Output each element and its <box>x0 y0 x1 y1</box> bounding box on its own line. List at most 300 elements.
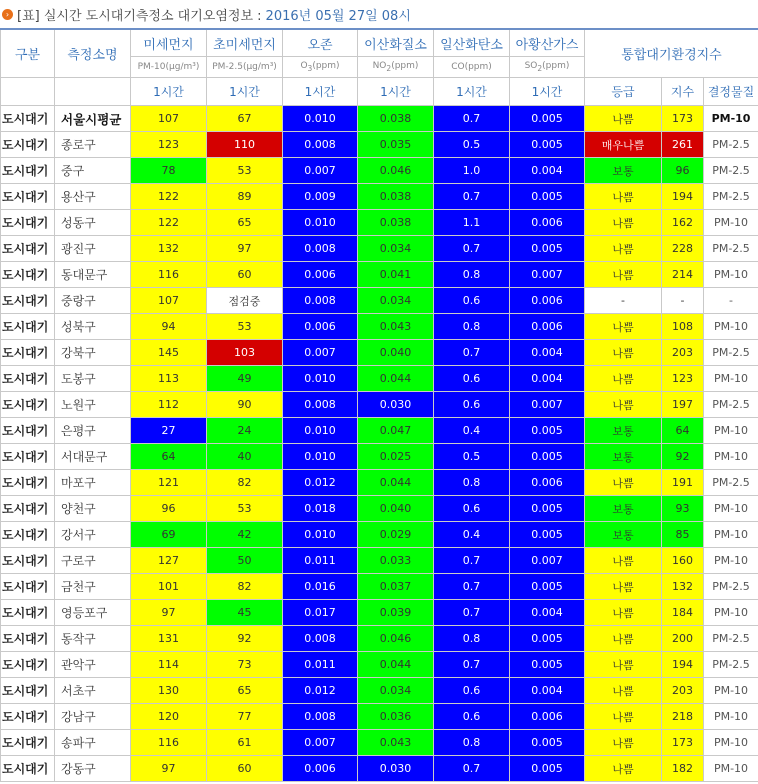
cell-cai-index: 123 <box>662 366 704 392</box>
cell-no2: 0.046 <box>358 626 434 652</box>
cell-pm10: 114 <box>131 652 207 678</box>
cell-cai-grade: 나쁨 <box>585 652 662 678</box>
cell-determinant: PM-2.5 <box>704 158 758 184</box>
cell-cai-index: 214 <box>662 262 704 288</box>
table-row <box>1 548 758 574</box>
cell-cai-grade: 나쁨 <box>585 314 662 340</box>
cell-so2: 0.005 <box>510 106 585 132</box>
cell-station-name: 용산구 <box>55 184 131 210</box>
cell-category: 도시대기 <box>1 496 55 522</box>
cell-determinant: PM-10 <box>704 704 758 730</box>
cell-category: 도시대기 <box>1 704 55 730</box>
cell-determinant: PM-2.5 <box>704 470 758 496</box>
cell-no2: 0.038 <box>358 210 434 236</box>
header-category: 구분 <box>1 29 55 78</box>
cell-cai-grade: 나쁨 <box>585 392 662 418</box>
cell-pm25: 53 <box>207 158 283 184</box>
cell-station-name: 서대문구 <box>55 444 131 470</box>
cell-pm10: 120 <box>131 704 207 730</box>
cell-co: 0.7 <box>434 236 510 262</box>
cell-so2: 0.005 <box>510 574 585 600</box>
unit-pm10: PM-10(μg/m³) <box>131 57 207 78</box>
cell-category: 도시대기 <box>1 392 55 418</box>
cell-cai-index: 93 <box>662 496 704 522</box>
cell-co: 0.6 <box>434 288 510 314</box>
cell-cai-index: 162 <box>662 210 704 236</box>
cell-so2: 0.005 <box>510 626 585 652</box>
cell-o3: 0.017 <box>283 600 358 626</box>
cell-pm25: 73 <box>207 652 283 678</box>
cell-co: 0.4 <box>434 522 510 548</box>
cell-so2: 0.005 <box>510 496 585 522</box>
header-co: 일산화탄소 <box>434 29 510 57</box>
cell-so2: 0.004 <box>510 158 585 184</box>
cell-cai-grade: 보통 <box>585 496 662 522</box>
cell-so2: 0.005 <box>510 730 585 756</box>
cell-no2: 0.043 <box>358 314 434 340</box>
cell-category: 도시대기 <box>1 470 55 496</box>
cell-pm25: 110 <box>207 132 283 158</box>
table-row <box>1 262 758 288</box>
cell-determinant: PM-10 <box>704 210 758 236</box>
cell-so2: 0.005 <box>510 522 585 548</box>
cell-cai-index: 173 <box>662 106 704 132</box>
cell-station-name: 강서구 <box>55 522 131 548</box>
cell-cai-index: 160 <box>662 548 704 574</box>
table-row <box>1 574 758 600</box>
cell-co: 0.7 <box>434 184 510 210</box>
cell-category: 도시대기 <box>1 158 55 184</box>
header-no2: 이산화질소 <box>358 29 434 57</box>
cell-pm10: 145 <box>131 340 207 366</box>
cell-cai-index: 182 <box>662 756 704 782</box>
cell-cai-index: 92 <box>662 444 704 470</box>
cell-so2: 0.004 <box>510 366 585 392</box>
cell-cai-index: 132 <box>662 574 704 600</box>
unit-no2: $NO_2(ppm)$ <box>358 57 434 78</box>
cell-pm25: 53 <box>207 314 283 340</box>
header-pm25: 초미세먼지 <box>207 29 283 57</box>
cell-cai-grade: 나쁨 <box>585 470 662 496</box>
cell-determinant: PM-2.5 <box>704 392 758 418</box>
table-row <box>1 756 758 782</box>
cell-pm25: 89 <box>207 184 283 210</box>
cell-category: 도시대기 <box>1 548 55 574</box>
cell-pm10: 121 <box>131 470 207 496</box>
cell-so2: 0.007 <box>510 548 585 574</box>
cell-co: 0.6 <box>434 678 510 704</box>
cell-no2: 0.039 <box>358 600 434 626</box>
table-row <box>1 730 758 756</box>
cell-category: 도시대기 <box>1 236 55 262</box>
cell-co: 0.7 <box>434 106 510 132</box>
cell-category: 도시대기 <box>1 366 55 392</box>
cell-cai-grade: 나쁨 <box>585 574 662 600</box>
cell-cai-grade: 나쁨 <box>585 106 662 132</box>
cell-o3: 0.018 <box>283 496 358 522</box>
cell-so2: 0.005 <box>510 652 585 678</box>
cell-station-name: 광진구 <box>55 236 131 262</box>
header-so2: 아황산가스 <box>510 29 585 57</box>
table-row <box>1 522 758 548</box>
cell-station-name: 중구 <box>55 158 131 184</box>
cell-station-name: 영등포구 <box>55 600 131 626</box>
cell-o3: 0.012 <box>283 678 358 704</box>
cell-determinant: PM-10 <box>704 366 758 392</box>
cell-so2: 0.005 <box>510 418 585 444</box>
cell-no2: 0.025 <box>358 444 434 470</box>
cell-cai-grade: 나쁨 <box>585 262 662 288</box>
cell-cai-grade: 나쁨 <box>585 704 662 730</box>
cell-determinant: PM-10 <box>704 548 758 574</box>
unit-o3: $O_3(ppm)$ <box>283 57 358 78</box>
cell-co: 0.7 <box>434 652 510 678</box>
cell-pm10: 94 <box>131 314 207 340</box>
cell-pm10: 113 <box>131 366 207 392</box>
cell-cai-index: 203 <box>662 678 704 704</box>
cell-o3: 0.010 <box>283 106 358 132</box>
cell-cai-index: 228 <box>662 236 704 262</box>
cell-category: 도시대기 <box>1 262 55 288</box>
cell-cai-grade: 나쁨 <box>585 184 662 210</box>
cell-co: 0.5 <box>434 444 510 470</box>
cell-pm10: 122 <box>131 184 207 210</box>
cell-no2: 0.047 <box>358 418 434 444</box>
header-cai-determinant: 결정물질 <box>704 78 758 106</box>
cell-cai-grade: 나쁨 <box>585 340 662 366</box>
cell-cai-index: 184 <box>662 600 704 626</box>
cell-pm10: 123 <box>131 132 207 158</box>
cell-determinant: PM-2.5 <box>704 340 758 366</box>
cell-category: 도시대기 <box>1 600 55 626</box>
cell-no2: 0.030 <box>358 392 434 418</box>
cell-no2: 0.037 <box>358 574 434 600</box>
cell-so2: 0.006 <box>510 288 585 314</box>
table-row <box>1 444 758 470</box>
cell-no2: 0.041 <box>358 262 434 288</box>
cell-cai-grade: 보통 <box>585 158 662 184</box>
cell-station-name: 강동구 <box>55 756 131 782</box>
cell-cai-index: 261 <box>662 132 704 158</box>
cell-determinant: PM-2.5 <box>704 652 758 678</box>
table-row <box>1 600 758 626</box>
cell-co: 0.4 <box>434 418 510 444</box>
table-row <box>1 626 758 652</box>
cell-pm25: 82 <box>207 470 283 496</box>
cell-station-name: 성동구 <box>55 210 131 236</box>
cell-category: 도시대기 <box>1 626 55 652</box>
cell-o3: 0.010 <box>283 366 358 392</box>
cell-station-name: 도봉구 <box>55 366 131 392</box>
table-row <box>1 132 758 158</box>
cell-determinant: - <box>704 288 758 314</box>
cell-cai-grade: 나쁨 <box>585 730 662 756</box>
cell-so2: 0.006 <box>510 314 585 340</box>
cell-cai-grade: 보통 <box>585 444 662 470</box>
cell-o3: 0.008 <box>283 704 358 730</box>
cell-co: 0.7 <box>434 574 510 600</box>
cell-o3: 0.007 <box>283 340 358 366</box>
cell-pm10: 64 <box>131 444 207 470</box>
cell-cai-index: 197 <box>662 392 704 418</box>
cell-cai-grade: 나쁨 <box>585 600 662 626</box>
cell-so2: 0.004 <box>510 340 585 366</box>
cell-so2: 0.006 <box>510 470 585 496</box>
table-row <box>1 496 758 522</box>
cell-so2: 0.005 <box>510 236 585 262</box>
cell-pm10: 132 <box>131 236 207 262</box>
cell-pm25: 45 <box>207 600 283 626</box>
cell-station-name: 금천구 <box>55 574 131 600</box>
cell-category: 도시대기 <box>1 418 55 444</box>
cell-cai-grade: 나쁨 <box>585 626 662 652</box>
cell-cai-grade: - <box>585 288 662 314</box>
cell-cai-index: 218 <box>662 704 704 730</box>
cell-co: 0.8 <box>434 626 510 652</box>
cell-o3: 0.008 <box>283 626 358 652</box>
cell-determinant: PM-10 <box>704 522 758 548</box>
header-cai-index: 지수 <box>662 78 704 106</box>
table-row <box>1 184 758 210</box>
cell-co: 0.5 <box>434 132 510 158</box>
cell-pm25: 60 <box>207 262 283 288</box>
cell-pm25: 점검중 <box>207 288 283 314</box>
cell-cai-grade: 보통 <box>585 418 662 444</box>
cell-no2: 0.040 <box>358 340 434 366</box>
measurement-datetime: 2016년 05월 27일 08시 <box>265 8 411 24</box>
cell-pm25: 82 <box>207 574 283 600</box>
cell-pm25: 65 <box>207 210 283 236</box>
header-cai-grade: 등급 <box>585 78 662 106</box>
header-blank-station <box>55 78 131 106</box>
cell-category: 도시대기 <box>1 340 55 366</box>
cell-so2: 0.006 <box>510 210 585 236</box>
table-row-average <box>1 106 758 132</box>
table-row <box>1 210 758 236</box>
cell-co: 0.6 <box>434 366 510 392</box>
cell-station-name: 동대문구 <box>55 262 131 288</box>
table-row <box>1 158 758 184</box>
cell-determinant: PM-10 <box>704 314 758 340</box>
cell-no2: 0.033 <box>358 548 434 574</box>
cell-station-name: 은평구 <box>55 418 131 444</box>
cell-co: 0.8 <box>434 730 510 756</box>
cell-station-name: 구로구 <box>55 548 131 574</box>
header-pm10: 미세먼지 <box>131 29 207 57</box>
cell-pm10: 78 <box>131 158 207 184</box>
cell-so2: 0.007 <box>510 392 585 418</box>
cell-co: 1.0 <box>434 158 510 184</box>
cell-determinant: PM-2.5 <box>704 184 758 210</box>
cell-station-name: 노원구 <box>55 392 131 418</box>
cell-pm10: 107 <box>131 288 207 314</box>
cell-o3: 0.010 <box>283 444 358 470</box>
table-row <box>1 652 758 678</box>
cell-so2: 0.005 <box>510 184 585 210</box>
cell-pm10: 130 <box>131 678 207 704</box>
cell-category: 도시대기 <box>1 210 55 236</box>
cell-cai-index: 194 <box>662 184 704 210</box>
cell-co: 0.7 <box>434 756 510 782</box>
cell-o3: 0.011 <box>283 548 358 574</box>
cell-category: 도시대기 <box>1 444 55 470</box>
cell-pm25: 97 <box>207 236 283 262</box>
cell-station-name: 관악구 <box>55 652 131 678</box>
cell-cai-grade: 나쁨 <box>585 236 662 262</box>
cell-pm25: 53 <box>207 496 283 522</box>
cell-determinant: PM-10 <box>704 418 758 444</box>
cell-category: 도시대기 <box>1 678 55 704</box>
cell-pm25: 77 <box>207 704 283 730</box>
table-row <box>1 314 758 340</box>
cell-cai-index: 85 <box>662 522 704 548</box>
cell-pm10: 107 <box>131 106 207 132</box>
cell-pm25: 40 <box>207 444 283 470</box>
cell-determinant: PM-2.5 <box>704 236 758 262</box>
cell-determinant: PM-2.5 <box>704 574 758 600</box>
cell-so2: 0.004 <box>510 600 585 626</box>
cell-o3: 0.006 <box>283 262 358 288</box>
header-station: 측정소명 <box>55 29 131 78</box>
cell-category: 도시대기 <box>1 574 55 600</box>
cell-pm10: 116 <box>131 262 207 288</box>
cell-station-name: 마포구 <box>55 470 131 496</box>
cell-pm25: 50 <box>207 548 283 574</box>
cell-category: 도시대기 <box>1 652 55 678</box>
cell-no2: 0.036 <box>358 704 434 730</box>
cell-category: 도시대기 <box>1 730 55 756</box>
time-co: 1시간 <box>434 78 510 106</box>
cell-category: 도시대기 <box>1 314 55 340</box>
cell-station-name: 동작구 <box>55 626 131 652</box>
cell-no2: 0.034 <box>358 288 434 314</box>
cell-category: 도시대기 <box>1 106 55 132</box>
cell-station-name: 서울시평균 <box>55 106 131 132</box>
time-pm10: 1시간 <box>131 78 207 106</box>
table-row <box>1 704 758 730</box>
cell-no2: 0.043 <box>358 730 434 756</box>
cell-no2: 0.044 <box>358 366 434 392</box>
cell-determinant: PM-10 <box>704 678 758 704</box>
cell-station-name: 양천구 <box>55 496 131 522</box>
header-cai: 통합대기환경지수 <box>585 29 758 78</box>
cell-so2: 0.004 <box>510 678 585 704</box>
table-row <box>1 340 758 366</box>
cell-station-name: 성북구 <box>55 314 131 340</box>
cell-cai-grade: 나쁨 <box>585 210 662 236</box>
cell-cai-index: 64 <box>662 418 704 444</box>
cell-o3: 0.009 <box>283 184 358 210</box>
cell-o3: 0.006 <box>283 756 358 782</box>
cell-co: 0.6 <box>434 392 510 418</box>
cell-no2: 0.038 <box>358 184 434 210</box>
cell-category: 도시대기 <box>1 132 55 158</box>
time-no2: 1시간 <box>358 78 434 106</box>
cell-pm10: 69 <box>131 522 207 548</box>
cell-so2: 0.005 <box>510 756 585 782</box>
cell-pm25: 65 <box>207 678 283 704</box>
cell-determinant: PM-10 <box>704 106 758 132</box>
table-row <box>1 418 758 444</box>
cell-o3: 0.010 <box>283 418 358 444</box>
cell-co: 0.8 <box>434 470 510 496</box>
unit-pm25: PM-2.5(μg/m³) <box>207 57 283 78</box>
cell-pm10: 101 <box>131 574 207 600</box>
cell-cai-index: 173 <box>662 730 704 756</box>
cell-o3: 0.007 <box>283 158 358 184</box>
page-title: [표] 실시간 도시대기측정소 대기오염정보 : <box>17 8 262 24</box>
cell-station-name: 송파구 <box>55 730 131 756</box>
cell-so2: 0.005 <box>510 444 585 470</box>
table-row <box>1 470 758 496</box>
cell-cai-grade: 매우나쁨 <box>585 132 662 158</box>
cell-no2: 0.044 <box>358 652 434 678</box>
cell-co: 0.8 <box>434 262 510 288</box>
cell-o3: 0.008 <box>283 288 358 314</box>
cell-co: 0.7 <box>434 340 510 366</box>
cell-o3: 0.016 <box>283 574 358 600</box>
cell-category: 도시대기 <box>1 522 55 548</box>
cell-pm10: 97 <box>131 756 207 782</box>
cell-o3: 0.010 <box>283 210 358 236</box>
cell-pm25: 90 <box>207 392 283 418</box>
cell-cai-grade: 나쁨 <box>585 366 662 392</box>
cell-so2: 0.006 <box>510 704 585 730</box>
cell-pm25: 49 <box>207 366 283 392</box>
cell-pm25: 92 <box>207 626 283 652</box>
cell-pm10: 97 <box>131 600 207 626</box>
table-row <box>1 236 758 262</box>
cell-cai-index: 194 <box>662 652 704 678</box>
cell-o3: 0.007 <box>283 730 358 756</box>
header-blank-category <box>1 78 55 106</box>
cell-determinant: PM-2.5 <box>704 626 758 652</box>
cell-station-name: 강북구 <box>55 340 131 366</box>
cell-no2: 0.030 <box>358 756 434 782</box>
time-so2: 1시간 <box>510 78 585 106</box>
cell-cai-index: 96 <box>662 158 704 184</box>
unit-co: CO(ppm) <box>434 57 510 78</box>
cell-cai-index: 200 <box>662 626 704 652</box>
cell-cai-grade: 보통 <box>585 522 662 548</box>
air-quality-table <box>0 28 758 782</box>
cell-cai-index: 203 <box>662 340 704 366</box>
cell-o3: 0.008 <box>283 236 358 262</box>
cell-co: 0.6 <box>434 496 510 522</box>
cell-co: 0.7 <box>434 600 510 626</box>
table-body <box>1 106 758 782</box>
cell-co: 0.7 <box>434 548 510 574</box>
table-row <box>1 288 758 314</box>
cell-cai-index: - <box>662 288 704 314</box>
cell-pm25: 67 <box>207 106 283 132</box>
cell-no2: 0.040 <box>358 496 434 522</box>
cell-cai-index: 108 <box>662 314 704 340</box>
orange-bullet-icon: › <box>2 9 13 20</box>
cell-category: 도시대기 <box>1 184 55 210</box>
cell-pm25: 42 <box>207 522 283 548</box>
cell-cai-grade: 나쁨 <box>585 678 662 704</box>
cell-station-name: 종로구 <box>55 132 131 158</box>
cell-co: 0.6 <box>434 704 510 730</box>
cell-no2: 0.034 <box>358 236 434 262</box>
time-pm25: 1시간 <box>207 78 283 106</box>
cell-determinant: PM-10 <box>704 756 758 782</box>
cell-pm10: 122 <box>131 210 207 236</box>
cell-no2: 0.034 <box>358 678 434 704</box>
cell-pm25: 60 <box>207 756 283 782</box>
cell-no2: 0.029 <box>358 522 434 548</box>
